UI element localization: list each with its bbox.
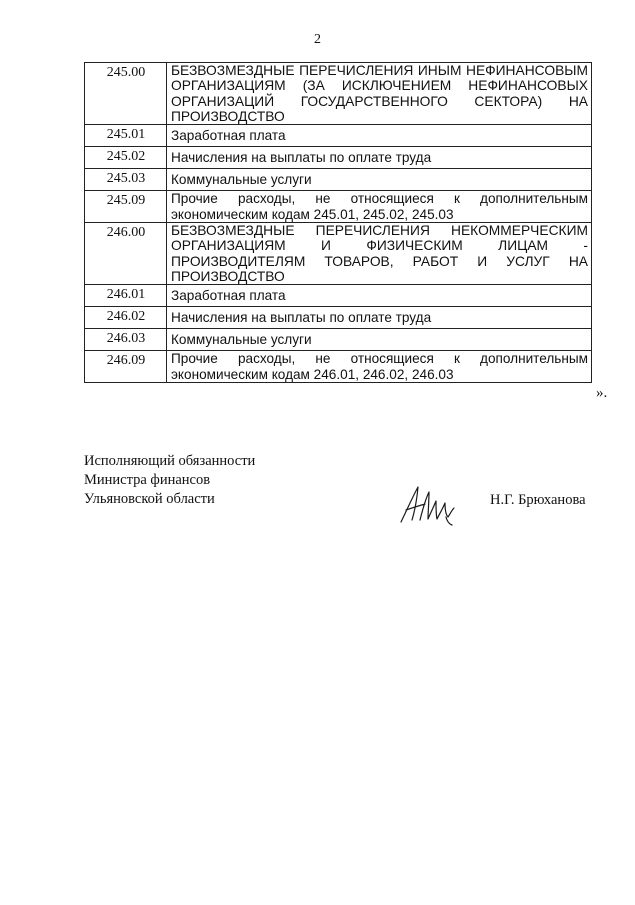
signer-title [84, 452, 255, 509]
table-row [85, 63, 592, 125]
description-cell: Заработная плата [167, 125, 592, 147]
description-cell: БЕЗВОЗМЕЗДНЫЕ ПЕРЕЧИСЛЕНИЯ НЕКОММЕРЧЕСКИМ ОРГАНИЗАЦИЯМ И ФИЗИЧЕСКИМ ЛИЦАМ - ПРОИЗВОДИТЕЛЯМ ТОВАРОВ, РАБОТ И УСЛУГ НА ПРОИЗВОДСТВО [167, 223, 592, 285]
signer-title-line: Исполняющий обязанности [84, 453, 256, 469]
description-cell: Начисления на выплаты по оплате труда [167, 147, 592, 169]
description-cell: Коммунальные услуги [167, 329, 592, 351]
code-cell: 245.02 [85, 147, 167, 169]
table-row [85, 285, 592, 307]
code-cell: 246.03 [85, 329, 167, 351]
table-row [85, 351, 592, 383]
code-cell: 246.02 [85, 307, 167, 329]
table-row [85, 307, 592, 329]
code-cell: 246.00 [85, 223, 167, 285]
table-row [85, 169, 592, 191]
page-number: 2 [314, 32, 321, 47]
table-row [85, 147, 592, 169]
code-cell: 245.00 [85, 63, 167, 125]
code-cell: 245.01 [85, 125, 167, 147]
table-row [85, 125, 592, 147]
code-cell: 245.03 [85, 169, 167, 191]
table-row [85, 223, 592, 285]
description-cell: Коммунальные услуги [167, 169, 592, 191]
description-cell: БЕЗВОЗМЕЗДНЫЕ ПЕРЕЧИСЛЕНИЯ ИНЫМ НЕФИНАНСОВЫМ ОРГАНИЗАЦИЯМ (ЗА ИСКЛЮЧЕНИЕМ НЕФИНАНСОВЫХ ОРГАНИЗАЦИЙ ГОСУДАРСТВЕННОГО СЕКТОРА) НА ПРОИЗВОДСТВО [167, 63, 592, 125]
handwritten-signature [398, 484, 456, 526]
signer-name: Н.Г. Брюханова [490, 492, 586, 508]
economic-codes-table [84, 62, 592, 383]
signer-title-line: Ульяновской области [84, 491, 215, 507]
description-cell: Заработная плата [167, 285, 592, 307]
table-row [85, 191, 592, 223]
signer-title-line: Министра финансов [84, 472, 211, 488]
description-cell: Прочие расходы, не относящиеся к дополнительным экономическим кодам 246.01, 246.02, 246.03 [167, 351, 592, 383]
closing-quote-mark: ». [596, 385, 608, 401]
code-cell: 246.09 [85, 351, 167, 383]
description-cell: Начисления на выплаты по оплате труда [167, 307, 592, 329]
code-cell: 246.01 [85, 285, 167, 307]
code-cell: 245.09 [85, 191, 167, 223]
description-cell: Прочие расходы, не относящиеся к дополнительным экономическим кодам 245.01, 245.02, 245.03 [167, 191, 592, 223]
table-row [85, 329, 592, 351]
